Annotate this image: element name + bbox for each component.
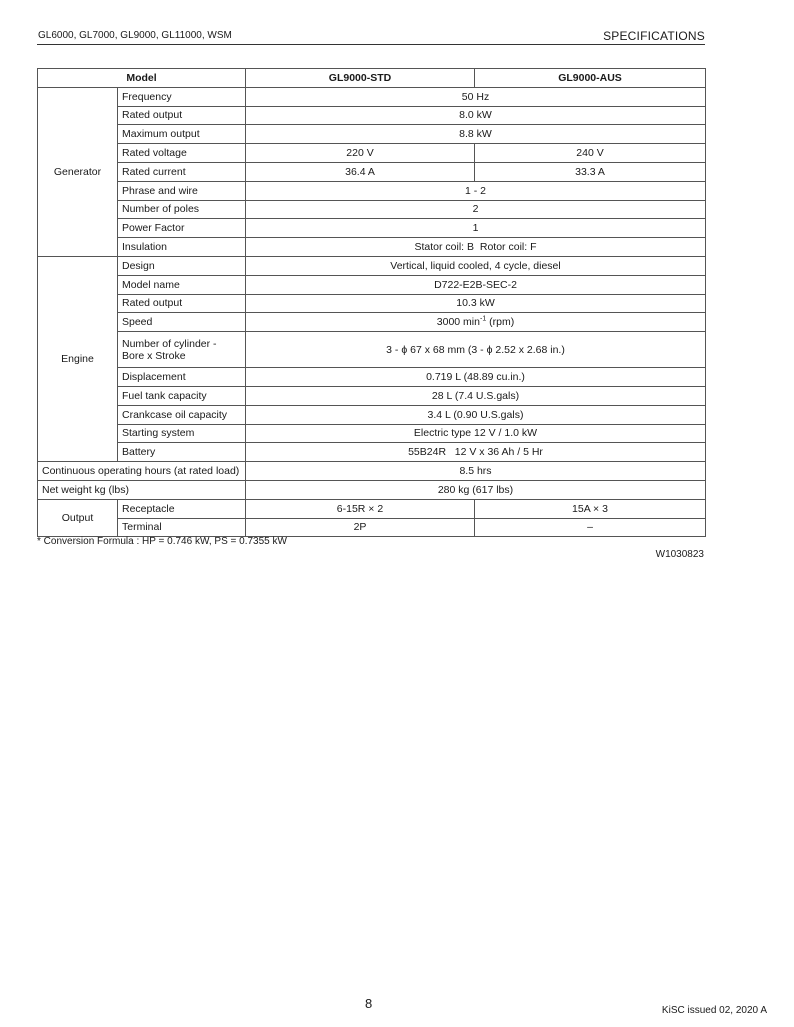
row-value-aus: – bbox=[475, 518, 706, 537]
insulation-rotor: Rotor coil: F bbox=[474, 241, 537, 254]
row-value: 280 kg (617 lbs) bbox=[246, 480, 706, 499]
table-row bbox=[38, 144, 706, 163]
table-row bbox=[38, 332, 706, 368]
row-label: Rated output bbox=[118, 294, 246, 313]
table-row bbox=[38, 294, 706, 313]
row-label: Maximum output bbox=[118, 125, 246, 144]
row-value: 8.8 kW bbox=[246, 125, 706, 144]
header-section-title: SPECIFICATIONS bbox=[603, 29, 705, 43]
speed-value: 3000 min bbox=[436, 316, 480, 329]
table-row bbox=[38, 480, 706, 499]
row-value: 10.3 kW bbox=[246, 294, 706, 313]
row-label: Rated current bbox=[118, 162, 246, 181]
document-code: W1030823 bbox=[655, 549, 704, 560]
row-label: Speed bbox=[118, 313, 246, 332]
group-output: Output bbox=[38, 499, 118, 537]
table-row bbox=[38, 462, 706, 481]
table-row bbox=[38, 405, 706, 424]
row-value: 3 - ϕ 67 x 68 mm (3 - ϕ 2.52 x 2.68 in.) bbox=[246, 332, 706, 368]
page-number: 8 bbox=[365, 996, 373, 1011]
table-row bbox=[38, 368, 706, 387]
conversion-footnote: * Conversion Formula : HP = 0.746 kW, PS = 0.7355 kW bbox=[37, 536, 287, 547]
header-gl9000-std: GL9000-STD bbox=[246, 69, 475, 88]
insulation-stator-label: Stator coil: bbox=[414, 241, 468, 254]
row-label: Design bbox=[118, 256, 246, 275]
row-label-net-weight: Net weight kg (lbs) bbox=[38, 480, 246, 499]
row-value: 28 L (7.4 U.S.gals) bbox=[246, 386, 706, 405]
issue-note: KiSC issued 02, 2020 A bbox=[661, 1005, 767, 1016]
table-row bbox=[38, 125, 706, 144]
row-label: Insulation bbox=[118, 238, 246, 257]
row-label-continuous-hours: Continuous operating hours (at rated load) bbox=[38, 462, 246, 481]
table-row bbox=[38, 106, 706, 125]
table-row bbox=[38, 275, 706, 294]
row-label: Displacement bbox=[118, 368, 246, 387]
row-value-std: 2P bbox=[246, 518, 475, 537]
row-value-std: 220 V bbox=[246, 144, 475, 163]
row-value: 55B24R 12 V x 36 Ah / 5 Hr bbox=[246, 443, 706, 462]
row-label: Rated voltage bbox=[118, 144, 246, 163]
table-header-row bbox=[38, 69, 706, 88]
header-rule bbox=[37, 44, 705, 45]
row-label: Phrase and wire bbox=[118, 181, 246, 200]
row-label: Starting system bbox=[118, 424, 246, 443]
row-label: Model name bbox=[118, 275, 246, 294]
row-label: Battery bbox=[118, 443, 246, 462]
table-row bbox=[38, 200, 706, 219]
table-row bbox=[38, 219, 706, 238]
row-value-std: 36.4 A bbox=[246, 162, 475, 181]
row-label: Rated output bbox=[118, 106, 246, 125]
row-value: 8.0 kW bbox=[246, 106, 706, 125]
specifications-table bbox=[37, 68, 706, 537]
header-gl9000-aus: GL9000-AUS bbox=[475, 69, 706, 88]
row-label bbox=[118, 332, 246, 368]
row-label: Crankcase oil capacity bbox=[118, 405, 246, 424]
row-value: 1 - 2 bbox=[246, 181, 706, 200]
row-value: 50 Hz bbox=[246, 87, 706, 106]
group-engine: Engine bbox=[38, 256, 118, 461]
table-row bbox=[38, 181, 706, 200]
row-value-std: 6-15R × 2 bbox=[246, 499, 475, 518]
row-label: Power Factor bbox=[118, 219, 246, 238]
row-value-aus: 15A × 3 bbox=[475, 499, 706, 518]
row-value: 1 bbox=[246, 219, 706, 238]
table-row bbox=[38, 238, 706, 257]
row-label: Fuel tank capacity bbox=[118, 386, 246, 405]
row-label: Terminal bbox=[118, 518, 246, 537]
row-value bbox=[246, 238, 706, 257]
table-row bbox=[38, 313, 706, 332]
row-label: Receptacle bbox=[118, 499, 246, 518]
speed-exponent: -1 bbox=[479, 315, 487, 323]
cylinder-label-line2: Bore x Stroke bbox=[122, 349, 186, 362]
table-row bbox=[38, 424, 706, 443]
row-value: Vertical, liquid cooled, 4 cycle, diesel bbox=[246, 256, 706, 275]
row-label: Frequency bbox=[118, 87, 246, 106]
table-row bbox=[38, 256, 706, 275]
row-value: 3.4 L (0.90 U.S.gals) bbox=[246, 405, 706, 424]
header-model: Model bbox=[38, 69, 246, 88]
cylinder-label-line1: Number of cylinder - bbox=[122, 337, 217, 350]
row-value: 0.719 L (48.89 cu.in.) bbox=[246, 368, 706, 387]
table-row bbox=[38, 386, 706, 405]
table-row bbox=[38, 87, 706, 106]
row-value: D722-E2B-SEC-2 bbox=[246, 275, 706, 294]
group-generator: Generator bbox=[38, 87, 118, 256]
row-value-aus: 240 V bbox=[475, 144, 706, 163]
table-row bbox=[38, 518, 706, 537]
insulation-stator-class: B bbox=[467, 241, 475, 254]
row-label: Number of poles bbox=[118, 200, 246, 219]
table-row bbox=[38, 162, 706, 181]
row-value: 8.5 hrs bbox=[246, 462, 706, 481]
row-value: Electric type 12 V / 1.0 kW bbox=[246, 424, 706, 443]
row-value: 2 bbox=[246, 200, 706, 219]
header-document-title: GL6000, GL7000, GL9000, GL11000, WSM bbox=[38, 30, 232, 41]
table-row bbox=[38, 499, 706, 518]
row-value bbox=[246, 313, 706, 332]
row-value-aus: 33.3 A bbox=[475, 162, 706, 181]
table-row bbox=[38, 443, 706, 462]
speed-unit: (rpm) bbox=[486, 316, 515, 329]
